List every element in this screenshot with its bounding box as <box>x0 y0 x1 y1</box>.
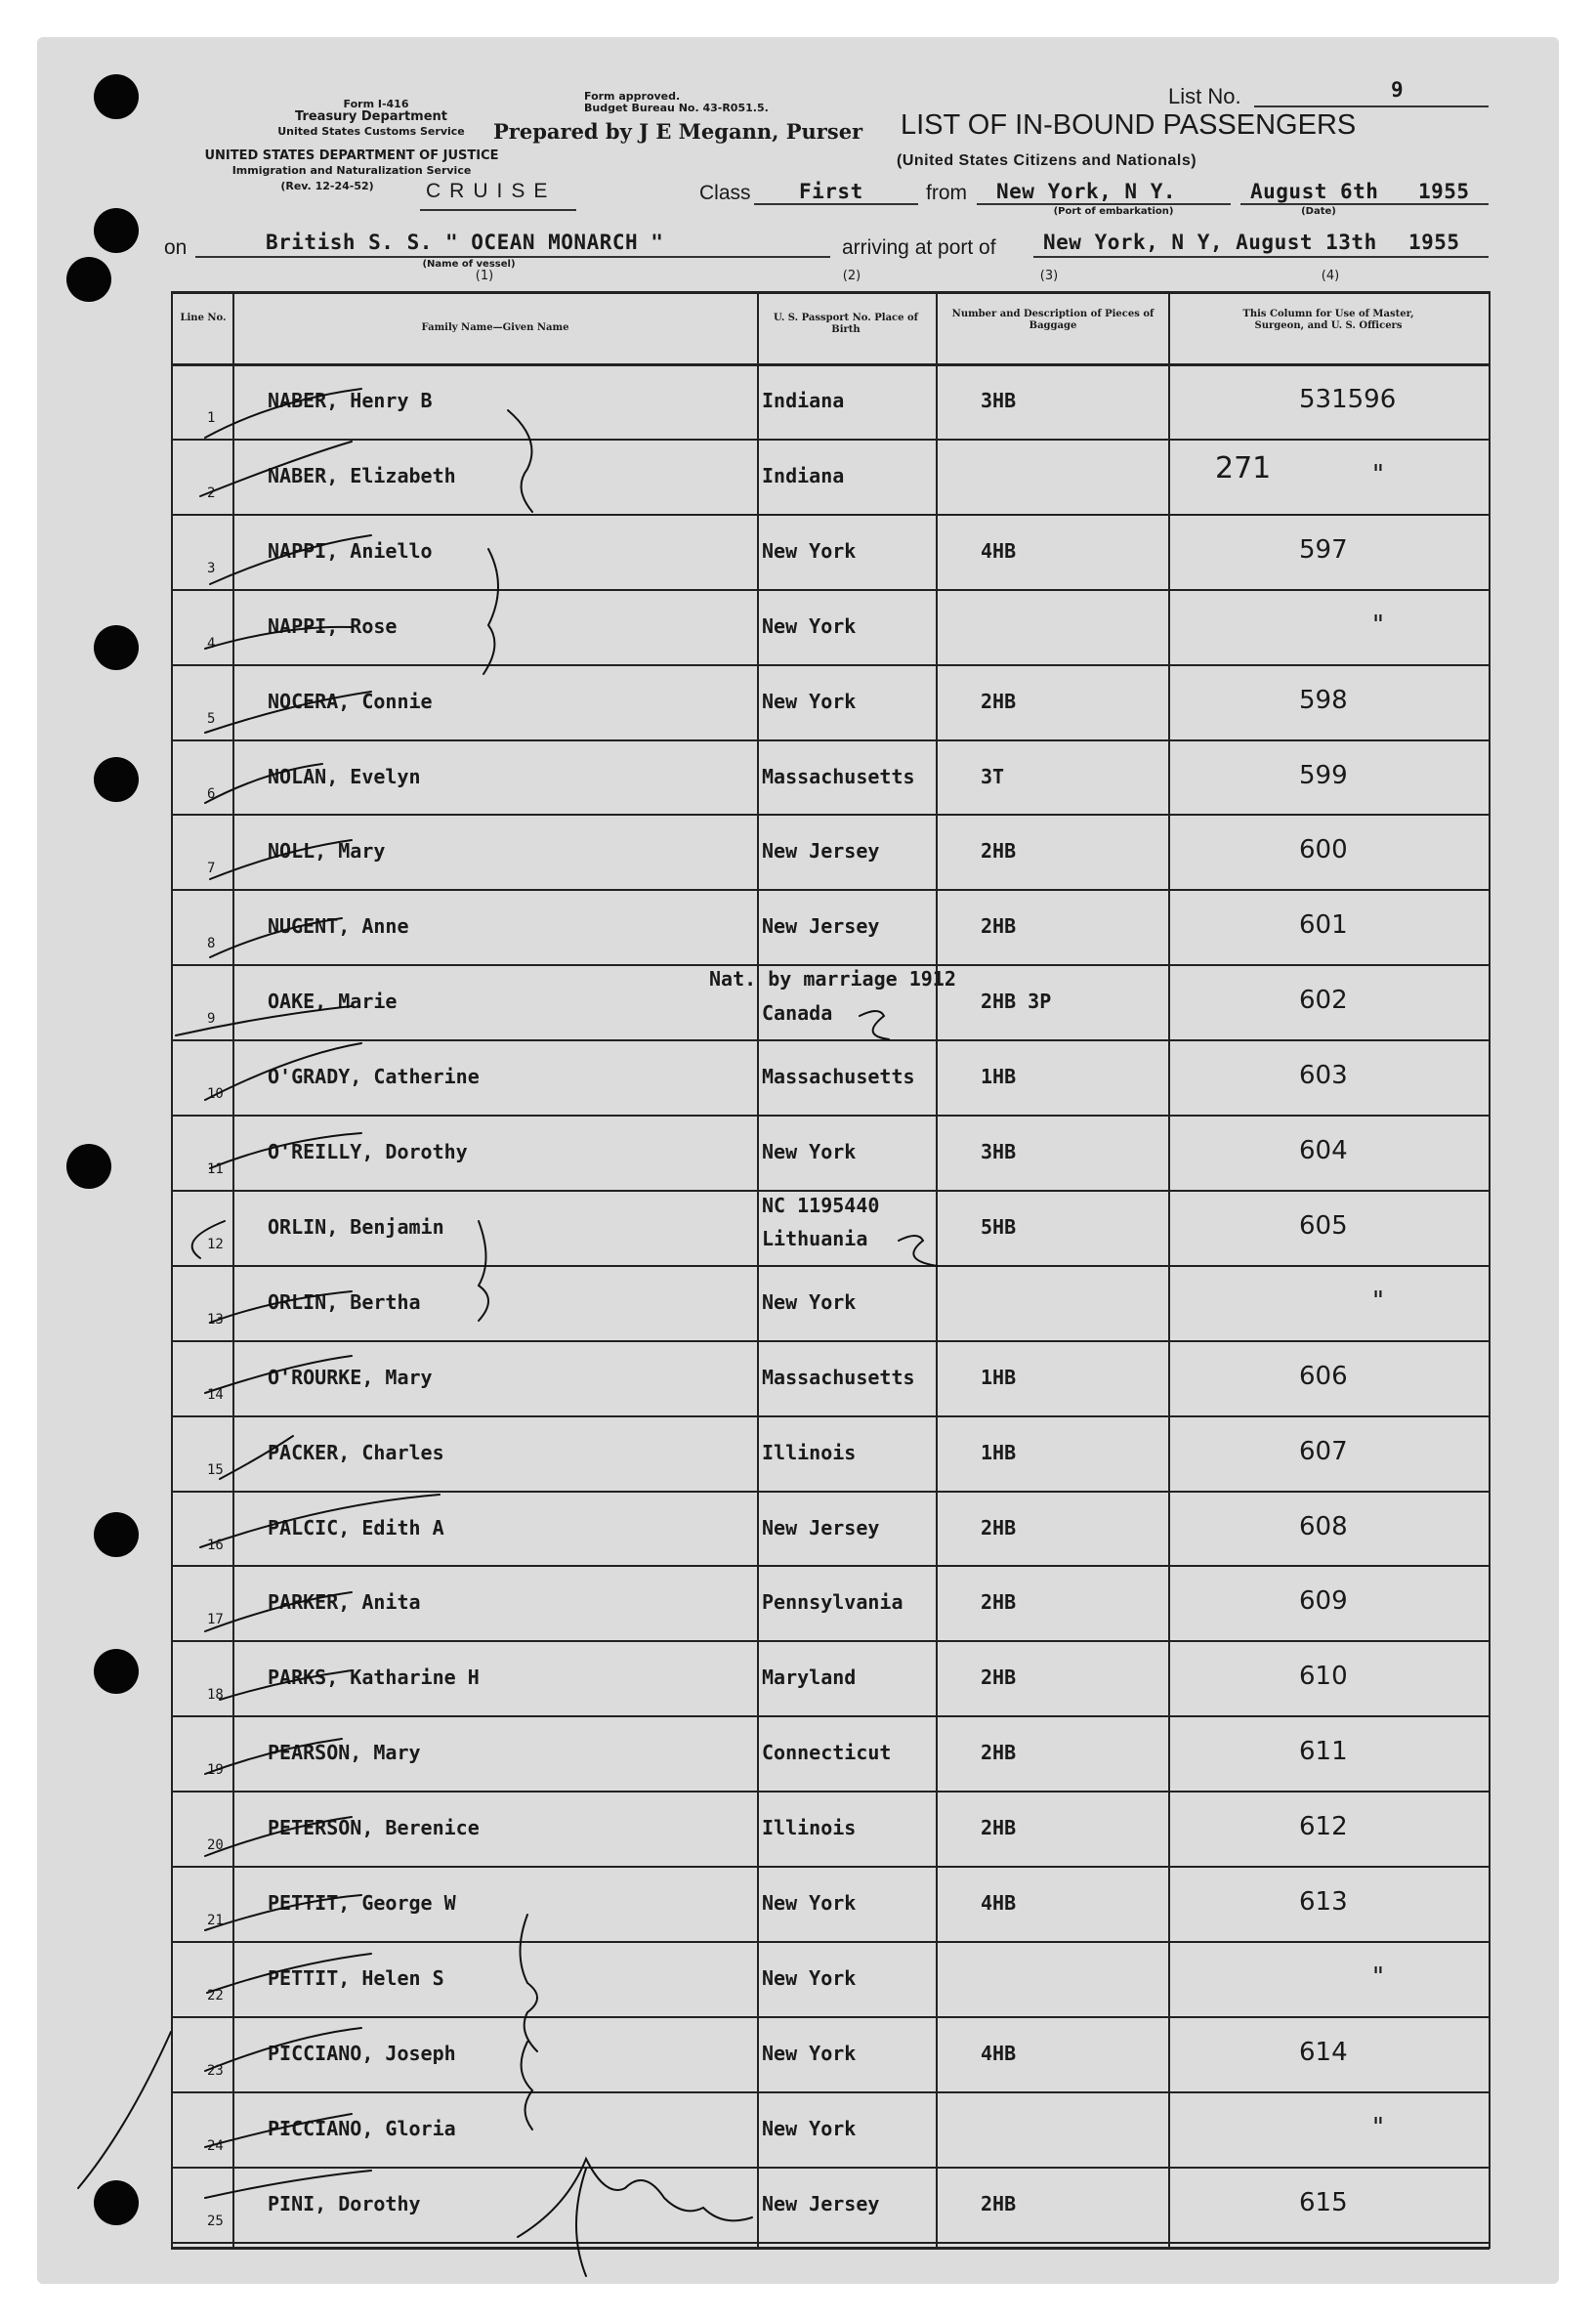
baggage: 4HB <box>981 2041 1017 2065</box>
place-of-birth: New York <box>762 1289 857 1314</box>
baggage: 3HB <box>981 389 1017 412</box>
place-of-birth: New Jersey <box>762 1515 880 1540</box>
officer-number: 602 <box>1299 986 1348 1016</box>
officer-number: 604 <box>1299 1136 1348 1165</box>
row-line-number: 21 <box>207 1913 224 1928</box>
place-of-birth: New Jersey <box>762 914 880 939</box>
immigration-service: Immigration and Naturalization Service <box>231 164 472 177</box>
treasury-department: Treasury Department <box>295 109 447 124</box>
officer-number: 606 <box>1299 1361 1348 1391</box>
place-of-birth: Maryland <box>762 1666 857 1690</box>
baggage: 1HB <box>981 1065 1017 1089</box>
officer-number: 609 <box>1299 1586 1348 1617</box>
row-line-number: 4 <box>207 635 216 652</box>
passenger-name: NOLAN, Evelyn <box>268 764 421 788</box>
passenger-name: PETTIT, George W <box>268 1891 456 1915</box>
row-line-number: 18 <box>207 1687 224 1704</box>
row-line-number: 12 <box>207 1236 224 1252</box>
officer-number: 613 <box>1299 1887 1348 1917</box>
place-of-birth: New York <box>762 2116 857 2140</box>
department-of-justice: UNITED STATES DEPARTMENT OF JUSTICE <box>204 148 499 163</box>
form-number: Form I-416 <box>343 98 409 110</box>
baggage: 4HB <box>981 1891 1017 1915</box>
from-value: New York, N Y. <box>996 180 1177 203</box>
header-line-no: Line No. <box>180 313 227 323</box>
list-no-value: 9 <box>1391 78 1405 102</box>
place-of-birth: Lithuania <box>762 1226 868 1250</box>
vessel-caption: (Name of vessel) <box>422 259 516 270</box>
officer-number: 598 <box>1299 685 1348 715</box>
place-of-birth: New York <box>762 1140 857 1163</box>
passenger-name: NAPPI, Aniello <box>268 538 433 563</box>
row-line-number: 1 <box>207 410 216 426</box>
row-line-number: 10 <box>207 1086 224 1103</box>
column-number-4: (4) <box>1321 269 1340 283</box>
passenger-name: NABER, Elizabeth <box>268 463 456 487</box>
column-number-2: (2) <box>842 269 861 283</box>
place-of-birth: Illinois <box>762 1816 857 1840</box>
place-of-birth: Massachusetts <box>762 1365 915 1389</box>
row-line-number: 19 <box>207 1762 224 1779</box>
passenger-name: OAKE, Marie <box>268 990 398 1014</box>
baggage: 3HB <box>981 1140 1017 1163</box>
passenger-name: PALCIC, Edith A <box>268 1515 444 1540</box>
place-of-birth: Massachusetts <box>762 764 915 788</box>
passenger-name: O'REILLY, Dorothy <box>268 1140 468 1163</box>
place-of-birth: New York <box>762 613 857 638</box>
passenger-name: PETERSON, Berenice <box>268 1816 480 1840</box>
passenger-name: NOCERA, Connie <box>268 689 433 713</box>
baggage: 2HB <box>981 1590 1017 1615</box>
row-line-number: 11 <box>207 1161 224 1177</box>
header-baggage: Number and Description of Pieces of Baggage <box>951 309 1155 331</box>
officer-number: " <box>1372 459 1384 489</box>
passenger-name: PEARSON, Mary <box>268 1741 421 1765</box>
officer-number: 599 <box>1299 760 1348 790</box>
baggage: 5HB <box>981 1214 1017 1239</box>
baggage: 2HB <box>981 1816 1017 1840</box>
place-of-birth: Pennsylvania <box>762 1590 903 1615</box>
on-label: on <box>164 236 188 259</box>
column-number-3: (3) <box>1039 269 1059 283</box>
baggage: 2HB <box>981 2191 1017 2215</box>
date-caption: (Date) <box>1301 206 1336 217</box>
officer-number: 601 <box>1299 910 1348 941</box>
budget-bureau: Budget Bureau No. 43-R051.5. <box>584 102 769 114</box>
officer-number: 597 <box>1299 534 1348 565</box>
row-line-number: 3 <box>207 560 216 576</box>
passenger-name: PARKER, Anita <box>268 1590 421 1615</box>
port-of-embarkation-caption: (Port of embarkation) <box>1053 206 1174 217</box>
place-of-birth: New York <box>762 1891 857 1915</box>
passenger-name: O'ROURKE, Mary <box>268 1365 433 1389</box>
row-line-number: 8 <box>207 936 216 952</box>
officer-number: 615 <box>1299 2187 1348 2217</box>
cruise-label: CRUISE <box>426 180 557 202</box>
year-value: 1955 <box>1418 180 1470 203</box>
row-line-number: 20 <box>207 1837 224 1854</box>
list-title: LIST OF IN-BOUND PASSENGERS <box>901 109 1357 141</box>
column-number-1: (1) <box>475 269 494 283</box>
passenger-name: PINI, Dorothy <box>268 2191 421 2215</box>
place-of-birth: Indiana <box>762 463 845 487</box>
baggage: 2HB <box>981 914 1017 939</box>
baggage: 2HB <box>981 1666 1017 1690</box>
header-passport-place: U. S. Passport No. Place of Birth <box>774 313 918 335</box>
row-line-number: 6 <box>207 785 216 802</box>
officer-number: 603 <box>1299 1061 1348 1091</box>
baggage: 2HB <box>981 839 1017 864</box>
passenger-name: O'GRADY, Catherine <box>268 1065 480 1089</box>
place-of-birth: New York <box>762 2041 857 2065</box>
passenger-name: NABER, Henry B <box>268 389 433 412</box>
officer-number: " <box>1372 1961 1384 1992</box>
row-line-number: 5 <box>207 710 216 727</box>
passenger-name: ORLIN, Benjamin <box>268 1214 444 1239</box>
revision-date: (Rev. 12-24-52) <box>280 180 374 192</box>
officer-note-271: 271 <box>1215 451 1272 485</box>
officer-number: " <box>1372 610 1384 640</box>
class-label: Class <box>699 182 751 204</box>
place-of-birth: Canada <box>762 1001 833 1026</box>
vessel-name: British S. S. " OCEAN MONARCH " <box>266 231 664 254</box>
date-value: August 6th <box>1250 180 1379 203</box>
customs-service: United States Customs Service <box>277 125 465 138</box>
from-label: from <box>926 182 967 204</box>
row-line-number: 14 <box>207 1386 224 1403</box>
row-line-number: 7 <box>207 861 216 877</box>
officer-number: 614 <box>1299 2037 1348 2067</box>
place-of-birth: New York <box>762 689 857 713</box>
row-line-number: 25 <box>207 2213 224 2229</box>
baggage: 2HB <box>981 1515 1017 1540</box>
row-line-number: 22 <box>207 1987 224 2004</box>
row-line-number: 16 <box>207 1537 224 1553</box>
list-no-label: List No. <box>1168 84 1241 108</box>
place-of-birth: New York <box>762 538 857 563</box>
baggage: 1HB <box>981 1365 1017 1389</box>
officer-number: 612 <box>1299 1812 1348 1842</box>
baggage: 2HB <box>981 689 1017 713</box>
officer-number: " <box>1372 1286 1384 1316</box>
header-officers: This Column for Use of Master, Surgeon, and U. S. Officers <box>1242 309 1414 331</box>
row-line-number: 2 <box>207 485 216 501</box>
header-family-name: Family Name—Given Name <box>421 322 569 333</box>
passenger-name: NOLL, Mary <box>268 839 386 864</box>
class-value: First <box>799 180 863 203</box>
naturalization-note: Nat. by marriage 1912 <box>709 967 956 991</box>
place-of-birth: Massachusetts <box>762 1065 915 1089</box>
passenger-name: PICCIANO, Gloria <box>268 2116 456 2140</box>
place-of-birth: New Jersey <box>762 2191 880 2215</box>
place-of-birth: Illinois <box>762 1440 857 1464</box>
passenger-name: PETTIT, Helen S <box>268 1965 444 1990</box>
baggage: 3T <box>981 764 1005 788</box>
officer-number: 611 <box>1299 1737 1348 1767</box>
arriving-value: New York, N Y, August 13th <box>1043 231 1377 254</box>
passenger-name: PACKER, Charles <box>268 1440 444 1464</box>
place-of-birth: New York <box>762 1965 857 1990</box>
passenger-name: PICCIANO, Joseph <box>268 2041 456 2065</box>
place-of-birth: Connecticut <box>762 1741 892 1765</box>
row-line-number: 24 <box>207 2137 224 2154</box>
passport-number: NC 1195440 <box>762 1194 880 1217</box>
officer-number: 605 <box>1299 1210 1348 1241</box>
officer-number: 600 <box>1299 835 1348 865</box>
place-of-birth: New Jersey <box>762 839 880 864</box>
place-of-birth: Indiana <box>762 389 845 412</box>
row-line-number: 15 <box>207 1461 224 1478</box>
officer-number: " <box>1372 2112 1384 2142</box>
row-line-number: 13 <box>207 1311 224 1328</box>
list-subtitle: (United States Citizens and Nationals) <box>897 152 1197 169</box>
form-approved: Form approved. <box>584 90 681 103</box>
prepared-by: Prepared by J E Megann, Purser <box>493 119 863 144</box>
baggage: 4HB <box>981 538 1017 563</box>
officer-number: 607 <box>1299 1436 1348 1466</box>
officer-number: 531596 <box>1299 385 1397 414</box>
passenger-name: NAPPI, Rose <box>268 613 398 638</box>
baggage: 1HB <box>981 1440 1017 1464</box>
officer-number: 610 <box>1299 1662 1348 1692</box>
baggage: 2HB 3P <box>981 990 1052 1014</box>
arriving-year: 1955 <box>1408 231 1460 254</box>
row-line-number: 9 <box>207 1011 216 1028</box>
passenger-name: PARKS, Katharine H <box>268 1666 480 1690</box>
row-line-number: 23 <box>207 2062 224 2079</box>
passenger-name: NUGENT, Anne <box>268 914 409 939</box>
officer-number: 608 <box>1299 1511 1348 1541</box>
passenger-name: ORLIN, Bertha <box>268 1289 421 1314</box>
arriving-label: arriving at port of <box>842 236 996 259</box>
row-line-number: 17 <box>207 1612 224 1628</box>
baggage: 2HB <box>981 1741 1017 1765</box>
